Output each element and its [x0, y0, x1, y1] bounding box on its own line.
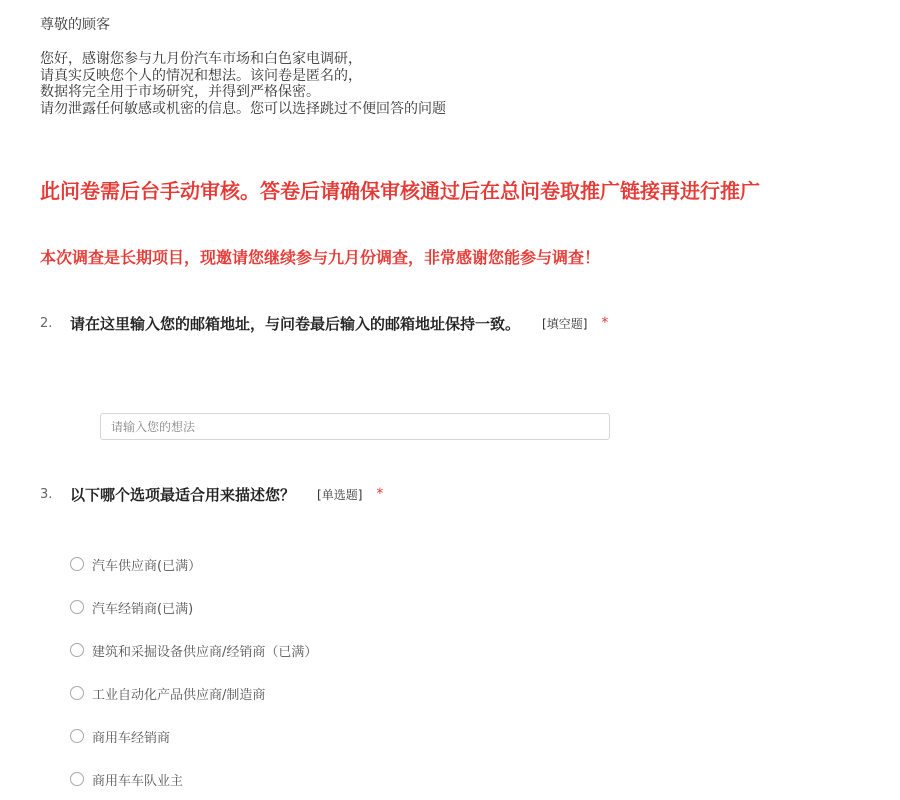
greeting: 尊敬的顾客: [40, 17, 110, 33]
review-notice: 此问卷需后台手动审核。答卷后请确保审核通过后在总问卷取推广链接再进行推广: [40, 179, 760, 203]
required-marker: *: [376, 486, 384, 502]
radio-option-fleet-owner[interactable]: [70, 769, 183, 789]
option-label: 商用车车队业主: [92, 773, 184, 789]
radio-option-commercial-vehicle-dealer[interactable]: [70, 726, 170, 746]
option-label: 汽车供应商(已满）: [92, 558, 202, 574]
radio-button[interactable]: [70, 643, 84, 657]
required-marker: *: [601, 315, 609, 331]
question-type-label: [填空题]: [542, 316, 588, 331]
radio-button[interactable]: [70, 600, 84, 614]
intro-line: 请真实反映您个人的情况和想法。该问卷是匿名的，: [40, 67, 362, 84]
option-label: 汽车经销商(已满): [92, 601, 194, 617]
radio-option-construction-equipment[interactable]: [70, 640, 317, 660]
radio-button[interactable]: [70, 772, 84, 786]
radio-option-industrial-automation[interactable]: [70, 683, 265, 703]
radio-button[interactable]: [70, 686, 84, 700]
question-2-header: [40, 312, 608, 334]
question-3-header: [40, 483, 383, 505]
email-input[interactable]: [100, 413, 610, 440]
question-title: 请在这里输入您的邮箱地址，与问卷最后输入的邮箱地址保持一致。: [70, 314, 521, 333]
radio-button[interactable]: [70, 557, 84, 571]
intro-line: 您好，感谢您参与九月份汽车市场和白色家电调研，: [40, 51, 362, 67]
intro-line: 数据将完全用于市场研究，并得到严格保密。: [40, 84, 320, 100]
intro-text: [40, 51, 446, 117]
question-number: 3.: [40, 486, 53, 502]
radio-option-auto-dealer[interactable]: [70, 597, 193, 617]
intro-line: 请勿泄露任何敏感或机密的信息。您可以选择跳过不便回答的问题: [40, 100, 446, 117]
radio-button[interactable]: [70, 729, 84, 743]
option-label: 工业自动化产品供应商/制造商: [92, 687, 266, 703]
option-label: 建筑和采掘设备供应商/经销商（已满）: [92, 644, 318, 660]
option-label: 商用车经销商: [92, 730, 171, 746]
radio-option-auto-supplier[interactable]: [70, 554, 201, 574]
question-type-label: [单选题]: [317, 487, 363, 502]
question-number: 2.: [40, 315, 53, 331]
long-term-notice: 本次调查是长期项目，现邀请您继续参与九月份调查，非常感谢您能参与调查！: [40, 248, 601, 267]
question-title: 以下哪个选项最适合用来描述您？: [70, 485, 296, 504]
